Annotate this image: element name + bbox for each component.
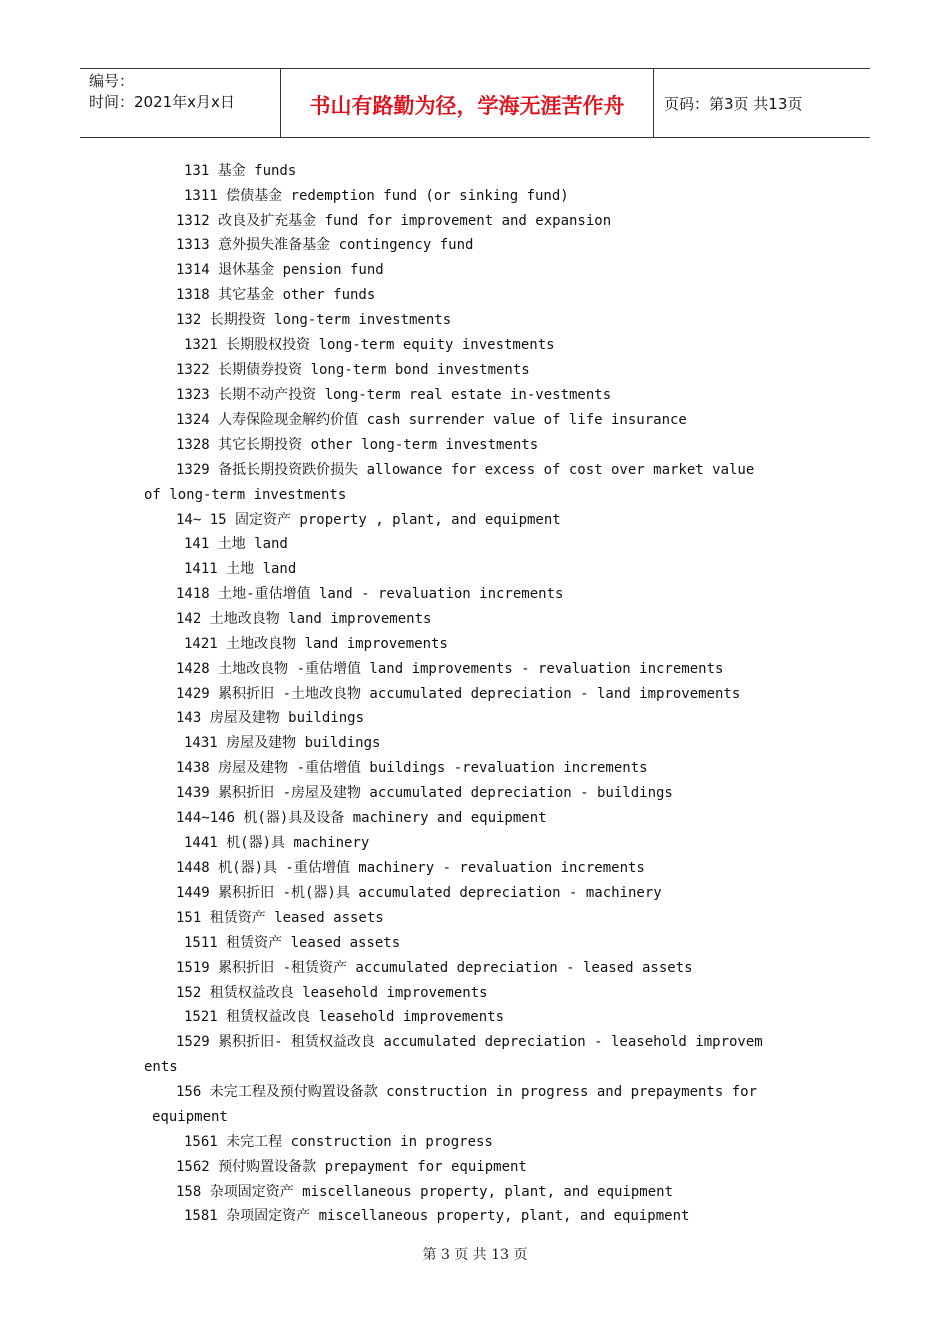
list-item: 1511 租赁资产 leased assets (184, 935, 401, 951)
list-item: 1449 累积折旧 -机(器)具 accumulated depreciation - machinery (176, 885, 662, 901)
list-item: 1314 退休基金 pension fund (176, 262, 384, 278)
list-item: 1324 人寿保险现金解约价值 cash surrender value of life insurance (176, 412, 687, 428)
list-item: 144~146 机(器)具及设备 machinery and equipment (176, 810, 547, 826)
list-item: ents (144, 1059, 178, 1075)
list-item: 1521 租赁权益改良 leasehold improvements (184, 1009, 505, 1025)
list-item: 1321 长期股权投资 long-term equity investments (184, 337, 555, 353)
list-item: 1313 意外损失准备基金 contingency fund (176, 237, 474, 253)
list-item: 1311 偿债基金 redemption fund (or sinking fund) (184, 188, 569, 204)
list-item: 14~ 15 固定资产 property , plant, and equipment (176, 512, 561, 528)
number-label: 编号： (89, 72, 135, 90)
list-item: 1429 累积折旧 -土地改良物 accumulated depreciation - land improvements (176, 686, 741, 702)
list-item: 1328 其它长期投资 other long-term investments (176, 437, 539, 453)
list-item: equipment (152, 1109, 228, 1125)
list-item: 158 杂项固定资产 miscellaneous property, plant, and equipment (176, 1184, 674, 1200)
list-item: 1329 备抵长期投资跌价损失 allowance for excess of cost over market value (176, 462, 755, 478)
header-motto: 书山有路勤为径，学海无涯苦作舟 (281, 69, 654, 137)
list-item: 156 未完工程及预付购置设备款 construction in progress and prepayments for (176, 1084, 758, 1100)
page-header (80, 68, 870, 138)
list-item: 1529 累积折旧- 租赁权益改良 accumulated depreciation - leasehold improvem (176, 1034, 763, 1050)
list-item: 131 基金 funds (184, 163, 297, 179)
list-item: of long-term investments (144, 487, 347, 503)
page-footer: 第 3 页 共 13 页 (422, 1247, 528, 1263)
header-page-info: 页码：第3页 共13页 (664, 94, 803, 113)
list-item: 1411 土地 land (184, 561, 297, 577)
list-item: 151 租赁资产 leased assets (176, 910, 384, 926)
list-item: 1519 累积折旧 -租赁资产 accumulated depreciation - leased assets (176, 960, 693, 976)
list-item: 143 房屋及建物 buildings (176, 710, 365, 726)
list-item: 142 土地改良物 land improvements (176, 611, 432, 627)
list-item: 1431 房屋及建物 buildings (184, 735, 381, 751)
list-item: 1418 土地-重估增值 land - revaluation increments (176, 586, 564, 602)
list-item: 141 土地 land (184, 536, 288, 552)
list-item: 1441 机(器)具 machinery (184, 835, 370, 851)
list-item: 152 租赁权益改良 leasehold improvements (176, 985, 488, 1001)
list-item: 1312 改良及扩充基金 fund for improvement and expansion (176, 213, 612, 229)
list-item: 1428 土地改良物 -重估增值 land improvements - revaluation increments (176, 661, 724, 677)
list-item: 1581 杂项固定资产 miscellaneous property, plant, and equipment (184, 1208, 690, 1224)
list-item: 1318 其它基金 other funds (176, 287, 376, 303)
list-item: 1448 机(器)具 -重估增值 machinery - revaluation increments (176, 860, 645, 876)
list-item: 1439 累积折旧 -房屋及建物 accumulated depreciation - buildings (176, 785, 673, 801)
list-item: 1562 预付购置设备款 prepayment for equipment (176, 1159, 527, 1175)
list-item: 1421 土地改良物 land improvements (184, 636, 448, 652)
list-item: 1323 长期不动产投资 long-term real estate in-vestments (176, 387, 612, 403)
list-item: 1438 房屋及建物 -重估增值 buildings -revaluation increments (176, 760, 648, 776)
list-item: 132 长期投资 long-term investments (176, 312, 452, 328)
date-label: 时间：2021年x月x日 (89, 93, 235, 111)
list-item: 1322 长期债券投资 long-term bond investments (176, 362, 530, 378)
list-item: 1561 未完工程 construction in progress (184, 1134, 493, 1150)
header-meta (80, 69, 281, 137)
